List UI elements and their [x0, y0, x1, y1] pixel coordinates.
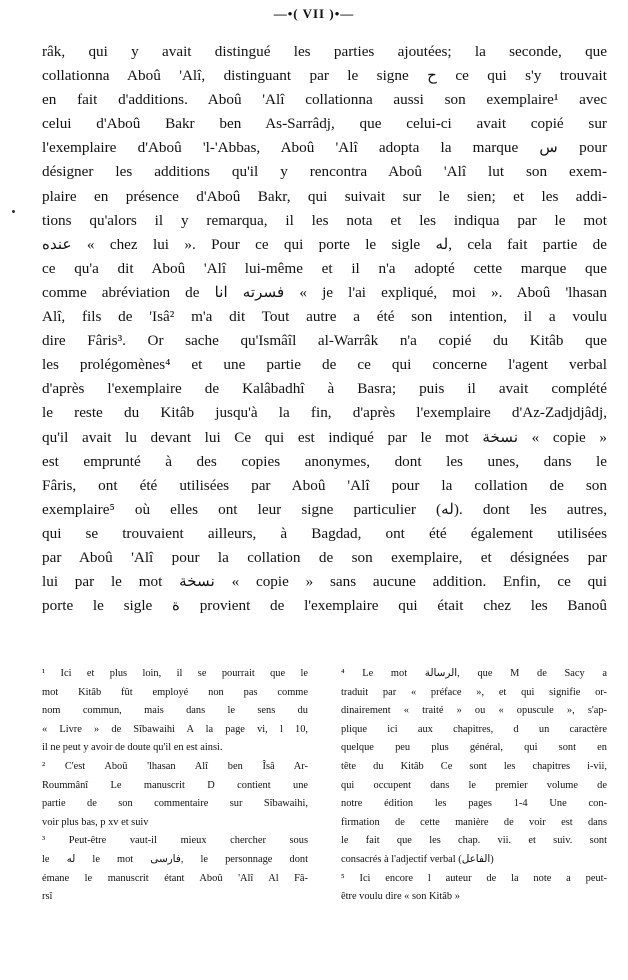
footnote-line: le ﻟﻪ le mot ﻓﺎﺭﺳﻰ, le personnage dont	[42, 853, 308, 865]
page-number: —•( VII )•—	[273, 6, 355, 21]
footnotes	[42, 665, 607, 907]
footnotes-left-column	[42, 665, 308, 907]
body-line: comme abréviation de ﻓﺴﺮﺗﻪ ﺍﻧﺎ « je l'ai expliqué, moi ». Aboû 'lhasan	[42, 283, 607, 301]
body-line: en fait d'additions. Aboû 'Alî collationna aussi son exemplaire¹ avec	[42, 91, 607, 109]
footnote-line: firmation de cette manière de voir est dans	[341, 816, 607, 828]
body-line: ce qu'a dit Aboû 'Alî lui-même et il n'a adopté cette marque que	[42, 259, 607, 277]
footnote-line: il ne peut y avoir de doute qu'il en est ainsi.	[42, 742, 223, 754]
body-line: l'exemplaire d'Aboû 'l-'Abbas, Aboû 'Alî adopta la marque ﺱ pour	[42, 139, 607, 157]
body-line: celui d'Aboû Bakr ben As-Sarrâdj, que celui-ci avait copié sur	[42, 115, 607, 133]
footnote-line: « Livre » de Sîbawaihi A la page vi, l 10,	[42, 723, 308, 735]
footnote-line: rsî	[42, 891, 53, 903]
footnote-line: ⁴ Le mot ﺍﻟﺮﺳﺎﻟﺔ, que M de Sacy a	[341, 668, 607, 679]
body-line: qu'il avait lu devant lui Ce qui est indiqué par le mot ﻧﺴﺨﺔ « copie »	[42, 428, 607, 446]
body-line: râk, qui y avait distingué les parties ajoutées; la seconde, que	[42, 43, 607, 60]
footnote-line: émane le manuscrit étant Aboû 'Alî Al Fâ-	[42, 872, 308, 884]
body-line: Fâris, ont été utilisées par Aboû 'Alî pour la collation de son	[42, 476, 607, 494]
body-line: d'après l'exemplaire de Kalâbadhî à Basra; puis il avait complété	[42, 380, 607, 398]
body-line: collationna Aboû 'Alî, distinguant par le signe ﺡ ce qui s'y trouvait	[42, 67, 607, 85]
body-line: est emprunté à des copies anonymes, dont les unes, dans le	[42, 452, 607, 470]
footnote-line: ² C'est Aboû 'lhasan Alî ben Îsâ Ar-	[42, 760, 308, 772]
footnote-line: ⁵ Ici encore l auteur de la note a peut-	[341, 872, 607, 884]
body-line: porte le sigle ﺓ provient de l'exemplaire qui était chez les Banoû	[42, 597, 607, 615]
body-line: tions qu'alors il y remarqua, il les nota et les indiqua par le mot	[42, 211, 607, 229]
body-line: plaire en présence d'Aboû Bakr, qui suivait sur le sien; et les addi-	[42, 187, 607, 205]
footnote-line: plique ici aux chapitres, d un caractère	[341, 723, 607, 735]
footnote-line: dinairement « traité » ou « opuscule », s'ap-	[341, 705, 607, 717]
footnote-line: partie de son commentaire sur Sîbawaihi,	[42, 798, 308, 810]
footnotes-right-column	[341, 665, 607, 907]
footnote-line: notre édition les pages 1-4 Une con-	[341, 798, 607, 810]
footnote-line: mot Kitâb fût employé non pas comme	[42, 686, 308, 698]
footnote-line: nom commun, mais dans le sens du	[42, 705, 308, 717]
footnote-line: tête du Kitâb Ce sont les chapitres i-vii,	[341, 760, 607, 772]
body-line: dire Fâris³. Or sache qu'Ismâîl al-Warrâk n'a copié du Kitâb que	[42, 332, 607, 350]
margin-speck	[12, 210, 15, 213]
body-line: désigner les additions qu'il y rencontra Aboû 'Alî lut son exem-	[42, 163, 607, 181]
footnote-line: voir plus bas, p xv et suiv	[42, 816, 149, 828]
footnote-line: qui occupent dans le premier volume de	[341, 779, 607, 791]
footnote-line: le fait que les chap. vii. et suiv. sont	[341, 835, 607, 847]
body-line: qui se trouvaient ailleurs, à Bagdad, ont été également utilisées	[42, 524, 607, 542]
footnote-line: ³ Peut-être vaut-il mieux chercher sous	[42, 835, 308, 847]
footnote-line: traduit par « préface », et qui signifie or-	[341, 686, 607, 698]
body-text	[42, 40, 607, 618]
footnote-line: ¹ Ici et plus loin, il se pourrait que le	[42, 668, 308, 679]
body-line: Alî, fils de 'Isâ² m'a dit Tout autre a été son intention, il a voulu	[42, 308, 607, 326]
footnote-line: consacrés à l'adjectif verbal (ﺍﻟﻔﺎﻋﻞ)	[341, 853, 494, 865]
body-line: par Aboû 'Alî pour la collation de son exemplaire, et désignées par	[42, 548, 607, 566]
footnote-line: Roummânî Le manuscrit D contient une	[42, 779, 308, 791]
body-line: les prolégomènes⁴ et une partie de ce qui concerne l'agent verbal	[42, 356, 607, 374]
body-line: exemplaire⁵ où elles ont leur signe particulier (ﻟﻪ). dont les autres,	[42, 500, 607, 518]
footnote-line: quelque peu plus général, qui sont en	[341, 742, 607, 754]
body-line: lui par le mot ﻧﺴﺨﺔ « copie » sans aucune addition. Enfin, ce qui	[42, 573, 607, 591]
body-line: ﻋﻨﺪﻩ « chez lui ». Pour ce qui porte le sigle ﻟﻪ, cela fait partie de	[42, 235, 607, 253]
footnote-line: être voulu dire « son Kitâb »	[341, 891, 460, 903]
body-line: le reste du Kitâb jusqu'à la fin, d'après l'exemplaire d'Az-Zadjdjâdj,	[42, 404, 607, 422]
